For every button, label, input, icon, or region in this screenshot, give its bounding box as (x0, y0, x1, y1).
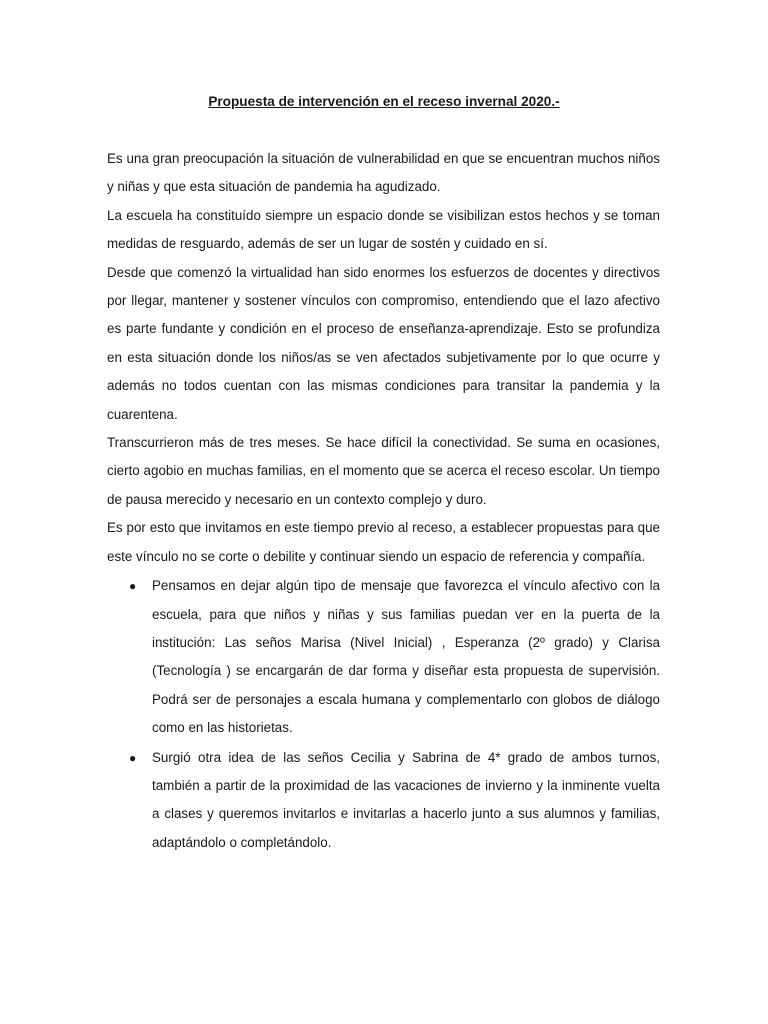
paragraph: Es por esto que invitamos en este tiempo previo al receso, a establecer propuestas para que este vínculo no se corte o debilite y continuar siendo un espacio de referencia y compañía. (107, 520, 660, 564)
paragraph: Desde que comenzó la virtualidad han sido enormes los esfuerzos de docentes y directivos por llegar, mantener y sostener vínculos con compromiso, entendiendo que el lazo afectivo es parte fundante y condición en el proceso de enseñanza-aprendizaje. Esto se profundiza en esta situación donde los niños/as se ven afectados subjetivamente por lo que ocurre y además no todos cuentan con las mismas condiciones para transitar la pandemia y la cuarentena. (107, 264, 660, 422)
bullet-icon: ● (129, 579, 137, 594)
list-item (107, 572, 660, 742)
list-item (107, 744, 660, 858)
paragraph: Es una gran preocupación la situación de vulnerabilidad en que se encuentran muchos niños y niñas y que esta situación de pandemia ha agudizado. (107, 151, 660, 195)
list-item-text: Surgió otra idea de las seños Cecilia y Sabrina de 4* grado de ambos turnos, también a partir de la proximidad de las vacaciones de invierno y la inminente vuelta a clases y queremos invitarlos e invitarlas a hacerlo junto a sus alumnos y familias, adaptándolo o completándolo. (152, 749, 660, 850)
paragraph: La escuela ha constituído siempre un espacio donde se visibilizan estos hechos y se toman medidas de resguardo, además de ser un lugar de sostén y cuidado en sí. (107, 207, 660, 252)
document-title: Propuesta de intervención en el receso invernal 2020.- (208, 94, 560, 109)
bullet-icon: ● (129, 750, 137, 765)
bullet-list (107, 572, 660, 857)
document-body (107, 145, 660, 857)
paragraph: Transcurrieron más de tres meses. Se hace difícil la conectividad. Se suma en ocasiones, cierto agobio en muchas familias, en el momento que se acerca el receso escolar. Un tiempo de pausa merecido y necesario en un contexto complejo y duro. (107, 435, 660, 507)
list-item-text: Pensamos en dejar algún tipo de mensaje que favorezca el vínculo afectivo con la escuela, para que niños y niñas y sus familias puedan ver en la puerta de la institución: Las seños Marisa (Nivel Inicial) , Esperanza (2º grado) y Clarisa (Tecnología ) se encargarán de dar forma y diseñar esta propuesta de supervisión. Podrá ser de personajes a escala humana y complementarlo con globos de diálogo como en las historietas. (152, 578, 660, 736)
